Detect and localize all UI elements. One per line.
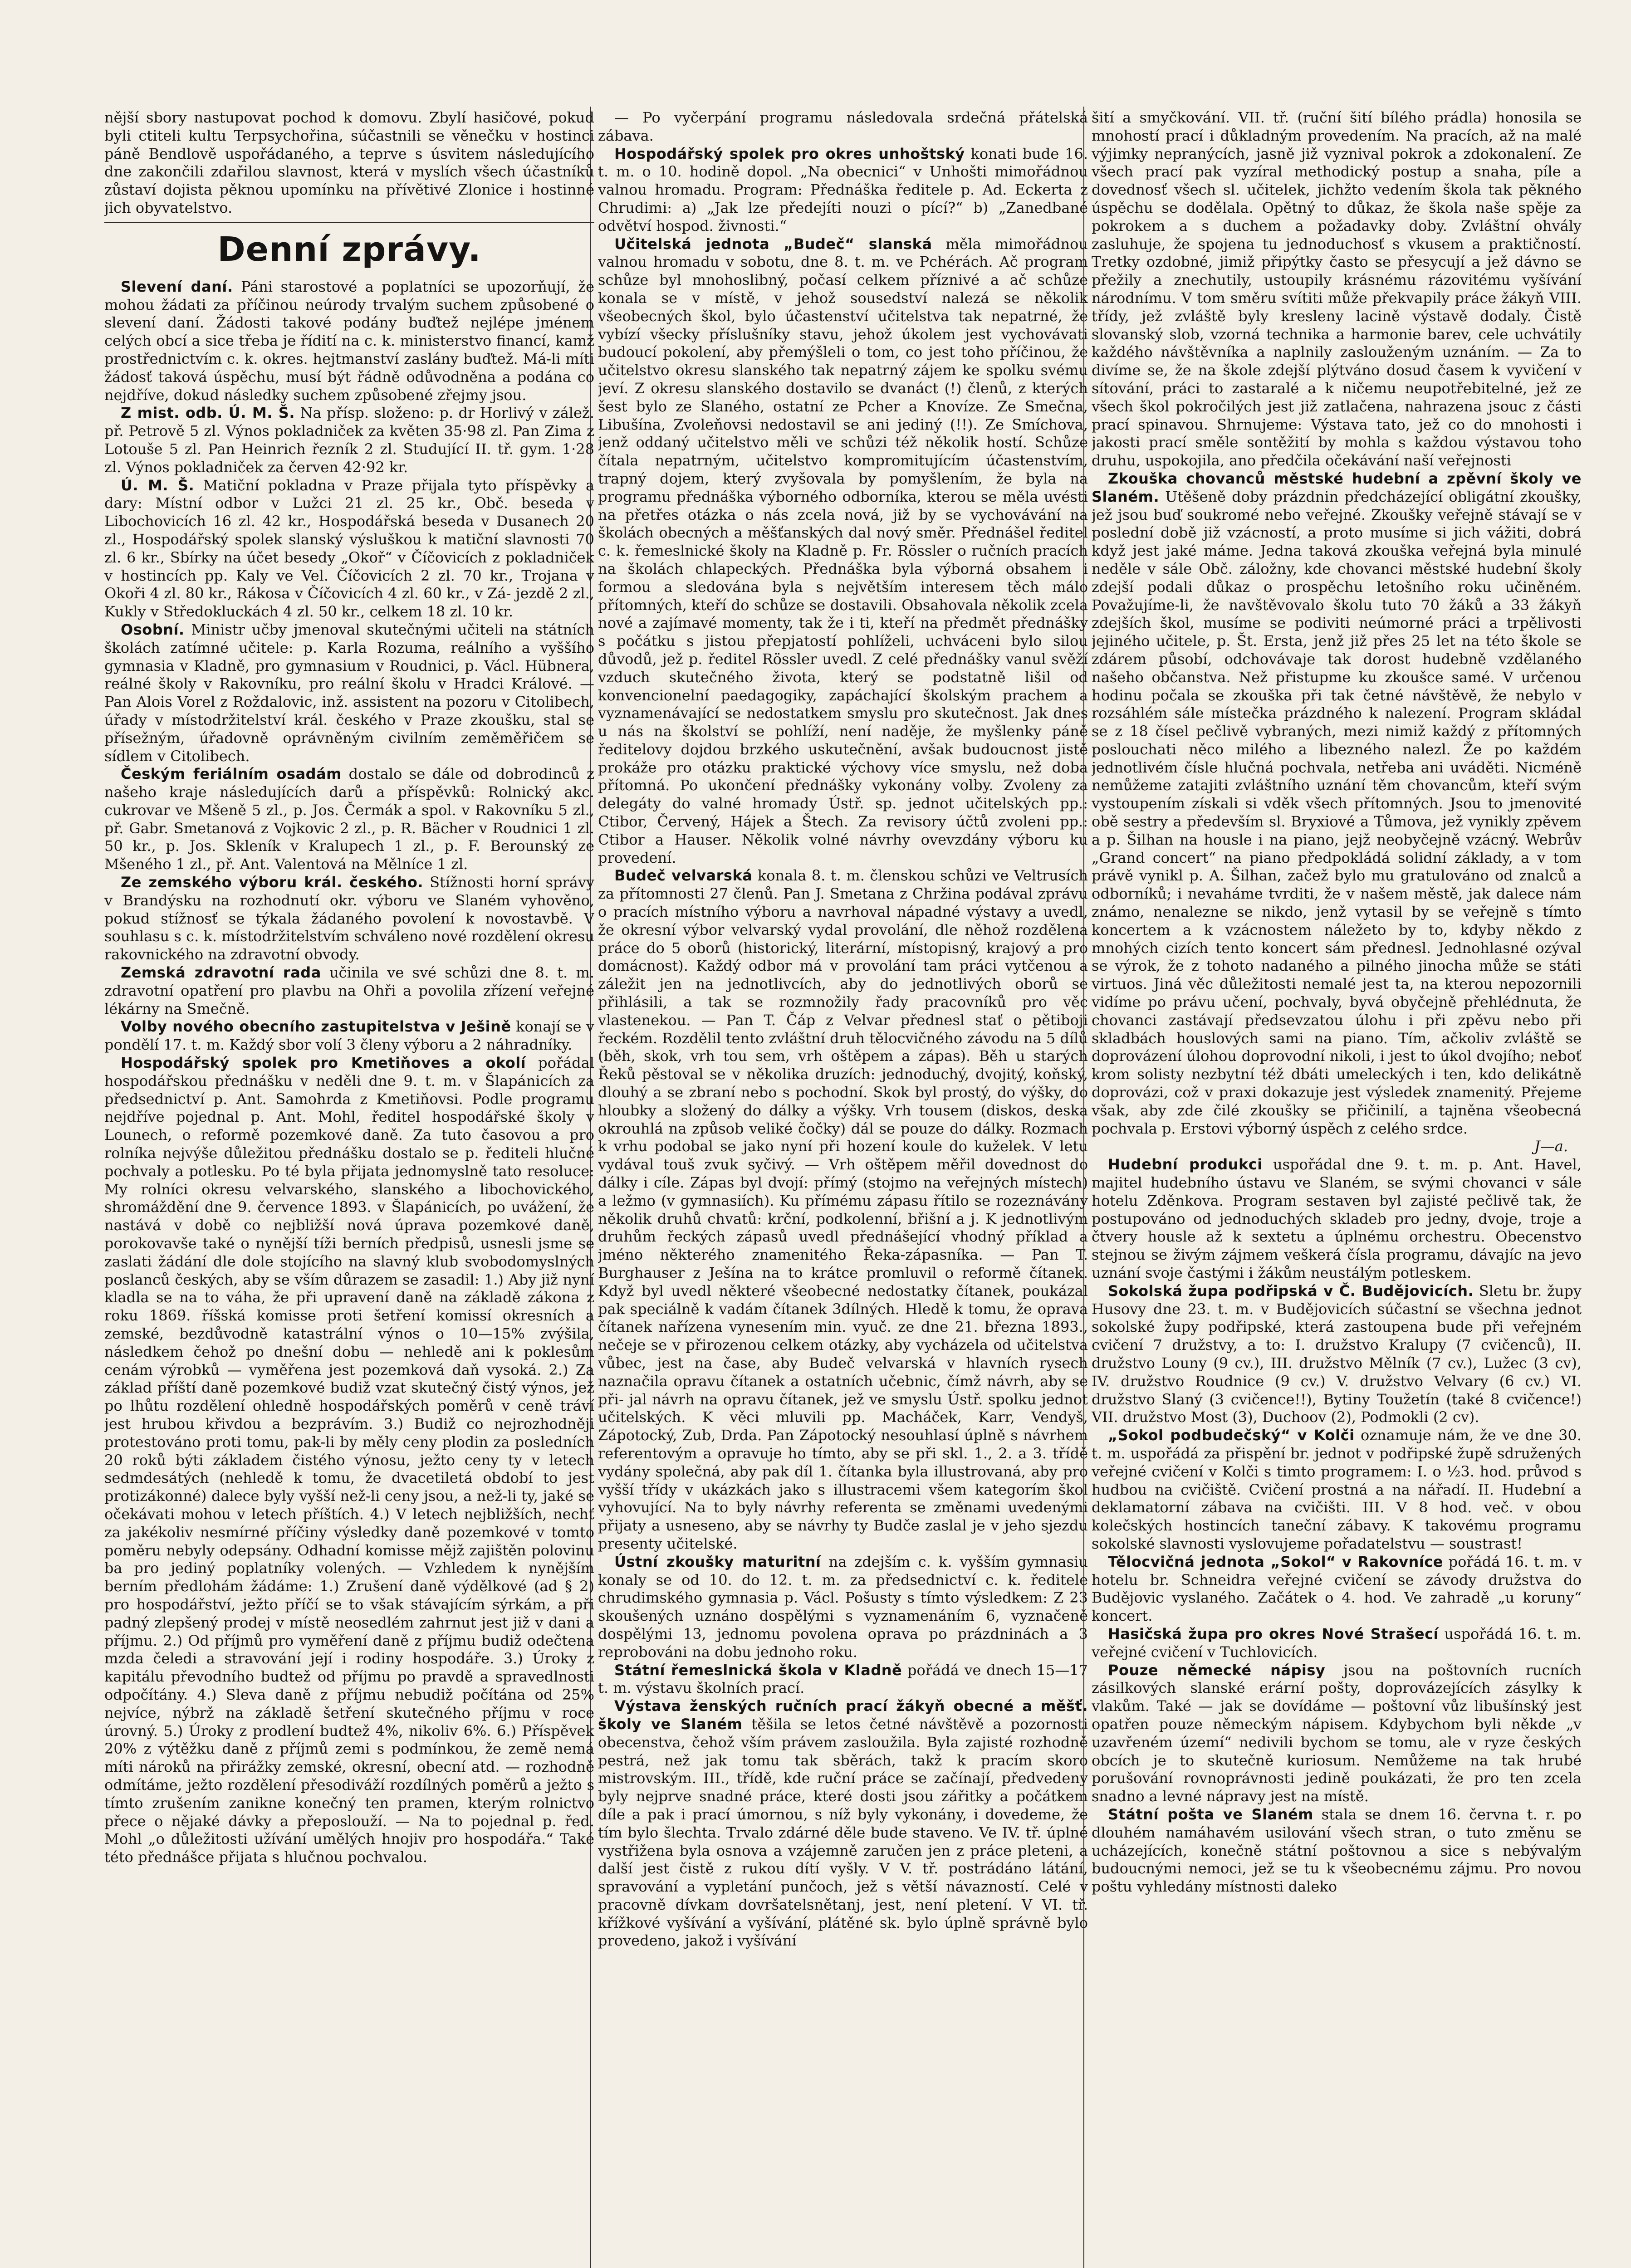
article-headline: Státní pošta ve Slaném <box>1108 1805 1313 1823</box>
article-text: Stížnosti horní správy v Brandýsku na rozhodnutí okr. výboru ve Slaném vyhověno, pokud stížnosť se týkala žádaného povolení k novostavbě. V souhlasu s c. k. místodržitelstvím schváleno nové rozdělení okresu rakovnického na zdravotní obvody. <box>104 874 594 963</box>
article-paragraph <box>598 1553 1088 1662</box>
article-text: stala se dnem 16. června t. r. po dlouhém namáhavém usilování všech stran, o tuto změnu se ucházejících, konečně státní poštovnou a sice s nebývalým budoucnými nemoci, jež se tu k všeobecnému zájmu. Pro novou poštu vyhledány místnosti daleko <box>1092 1805 1582 1896</box>
article-text: Ministr učby jmenoval skutečnými učiteli na státních školách zatímné učitele: p. Karla Rozuma, reálního a vyššího gymnasia v Kladně, pro gymnasium v Roudnici, p. Václ. Hübnera, reálné školy v Rakovníku, pro reální školu v Hradci Králové. — Pan Alois Vorel z Roždalovic, inž. assistent na pozoru v Citolibech, úřady v místodržitelství král. českého v Praze zkoušku, stal se přísežným, úřadovně oprávněným civilním zeměměřičem se sídlem v Citolibech. <box>104 621 594 765</box>
article-text: měla mimořádnou valnou hromadu v sobotu, dne 8. t. m. ve Pchérách. Ač program schůze byl mnohoslibný, počasí celkem příznivé a ač schůze konala se v místě, v jehož sousedství nalezá se několik všeobecných škol, bylo účastenství učitelstva tak nepatrné, že vybízí všecky příslušníky stavu, jehož úkolem jest vychovávati budoucí pokolení, aby přemýšleli o tom, co jest toho příčinou, že učitelstvo okresu slanského tak nepatrný zájem ke spolku svému jeví. Z okresu slanského dostavilo se dvanáct (!) členů, z kterých šest bylo ze Slaného, ostatní ze Pcher a Knovíze. Ze Smečna, Libušína, Zvoleňovsi nedostavil se ani jediný (!!). Ze Smíchova, jenž oddaný učitelstvo měli ve schůzi též několik hostí. Schůze čítala nepatrným, učitelstvo kompromitujícím účastenstvím, trapný dojem, který zvyšovala by pomyšlením, že byla na programu přednáška výborného odborníka, kterou se měla uvésti na přetřes otázka o nás zcela nová, již by se vychovávání na školách obecných a měšťanských dal nový směr. Přednášel ředitel c. k. řemeslnické školy na Kladně p. Fr. Rössler o ručních pracích na školách chlapeckých. Přednáška byla výborná obsahem i formou a sledována byla s největším interesem těch málo přítomných, kteří do schůze se dostavili. Obsahovala několik zcela nové a zajímavé momenty, tak že i ti, kteří na předmět přednášky s počátku s jistou přepjatostí pohlíželi, uchváceni bylo silou důvodů, jež p. ředitel Rössler uvedl. Z celé přednášky vanul svěží vzduch skutečného života, který se podstatně lišil od konvencionelní paedagogiky, zapáchající školským prachem a vyznamenávající se nedostatkem smyslu pro skutečnost. Jak dnes u nás na školství se pohlíží, není naděje, že myšlenky páně ředitelovy dojdou brzkého uskutečnění, avšak budoucnost jistě prokáže pro otázku praktické výchovy více smyslu, než doba přítomná. Po ukončení přednášky vykonány volby. Zvoleny za delegáty do valné hromady Ústř. sp. jednot učitelských pp.: Ctibor, Červený, Hájek a Štech. Za revisory účtů zvoleni pp.: Ctibor a Hauser. Několik volné návrhy ovevzdány výboru ku provedení. <box>598 235 1088 866</box>
article-text: konati bude 16. t. m. o 10. hodině dopol. „Na obecnici“ v Unhošti mimořádnou valnou hromadu. Program: Přednáška ředitele p. Ad. Eckerta z Chrudimi: a) „Jak lze předejíti nouzi o pící?“ b) „Zanedbané odvětví hospod. živnosti.“ <box>598 145 1088 235</box>
article-headline: Hudební produkci <box>1108 1156 1263 1173</box>
article-paragraph <box>104 109 594 217</box>
article-headline: Hospodářský spolek pro okres unhoštský <box>614 145 965 162</box>
article-paragraph <box>598 235 1088 867</box>
article-text: — Po vyčerpání programu následovala srdečná přátelská zábava. <box>598 109 1088 144</box>
article-paragraph <box>598 109 1088 145</box>
article-paragraph <box>1092 1282 1582 1427</box>
article-text: pořádá ve dnech 15—17 t. m. výstavu školních prací. <box>598 1661 1088 1697</box>
article-paragraph <box>1092 1806 1582 1896</box>
article-headline: Z mist. odb. Ú. M. Š. <box>121 404 295 422</box>
article-headline: Ú. M. Š. <box>121 476 195 494</box>
article-paragraph <box>104 765 594 874</box>
article-headline: Učitelská jednota „Budeč“ slanská <box>614 235 932 253</box>
article-signature: J—a. <box>1534 1138 1568 1155</box>
article-paragraph <box>104 1018 594 1054</box>
article-headline: Pouze německé nápisy <box>1108 1661 1326 1679</box>
article-paragraph <box>1092 109 1582 470</box>
article-paragraph <box>1092 470 1582 1138</box>
article-text: konala 8. t. m. členskou schůzi ve Veltrusích za přítomnosti 27 členů. Pan J. Smetana z Chržina podával zprávu o pracích místního výboru a navrhoval nápadné výstavy a uvedl, že okresní výbor velvarský vydal provolání, dle něhož rozdělena práce do 5 oborů (historický, literární, místopisný, krajový a pro domácnost). Každý odbor má v provolání tam práci vytčenou a záležit jen na jednotlivcích, aby do jednotlivých oborů se přihlásili, a tak se rozmnožily řady pracovníků pro věc vlastenekou. — Pan T. Čáp z Velvar přednesl stať o pětiboji řeckém. Rozdělil tento zvláštní druh tělocvičného závodu na 5 dílů (běh, skok, vrh tou sem, vrh oštěpem a zápas). Běh u starých Řeků pěstoval se v několika druzích: jednoduchý, dvojitý, koňský, dlouhý a se zbraní nebo s pochodní. Skok byl prostý, do výšky, do hloubky a složený do dálky a výšky. Vrh tousem (diskos, deska okrouhlá na způsob veliké čočky) dál se pouze do dálky. Rozmach k vrhu podobal se jako nyní při hození koule do kuželek. V letu vydával touš zvuk syčivý. — Vrh oštěpem měřil dovednost do dálky i cíle. Zápas byl dvojí: přímý (stojmo na veřejných místech) a ležmo (v gymnasiích). Ku přímému zápasu řítilo se rozeznávány několik druhů chvatů: krční, podkolenní, břišní a j. K jednotlivým druhům řeckých zápasů uvedl přednášející vhodný příklad a jméno některého znamenitého Řeka-zápasníka. — Pan T. Burghauser z Ješína na to krátce promluvil o reformě čítanek. Když byl uvedl některé všeobecné nedostatky čítanek, poukázal pak speciálně k vadám čítanek 3dílných. Hledě k tomu, že oprava čítanek nařízena vynesením min. vyuč. ze dne 21. března 1893., nečeje se v přirozenou celkem otázky, aby vycházela od učitelstva vůbec, jest na čase, aby Budeč velvarská v hlavních rysech naznačila opravu čítanek a ostatních učebnic, čímž návrh, aby se při- jal návrh na opravu čítanek, jež ve smyslu Ústř. spolku jednot učitelských. K věci mluvili pp. Macháček, Karr, Vendyš, Zápotocký, Zub, Drda. Pan Zápotocký nesouhlasí úplně s návrhem referentovým a opravuje ho tímto, aby se při skl. 1., 2. a 3. třídě vydány společná, aby pak díl 1. čítanka byla illustrovaná, aby pro vyšší třídy v ukázkách jako s illustracemi všem kategorím škol vyhovující. Na to byly návrhy referenta se změnami uvedenými přijaty a usneseno, aby se návrhy ty Budče zaslal je v jeho sjezdu presenty učitelské. <box>598 867 1088 1552</box>
article-headline: Budeč velvarská <box>614 867 753 885</box>
article-text: pořádal hospodářskou přednášku v neděli dne 9. t. m. v Šlapánicích za předsednictví p. Ant. Samohrda z Kmetiňovsi. Podle programu nejdříve pojednal p. Ant. Mohl, ředitel hospodářské školy v Lounech, o reformě pozemkové daně. Za tuto časovou a pro rolníka nejvýše důležitou přednášku dostalo se p. řediteli hlučné pochvaly a potlesku. Po té byla přijata jednomyslně tato resoluce: My rolníci okresu velvarského, slanského a libochovického, shromáždění dne 9. července 1893. v Šlapánicích, po uvážení, že nastává v době co nejbližší nová úprava pozemkové daně, porokovavše také o nynější tíži berních předpisů, usnesli jsme se zaslati žádání dle dole stojícího na slavný klub svobodomyslných poslanců českých, aby se vším důrazem se zasadil: 1.) Aby již nyní kladla se na to váha, že při upravení daně na základě zákona z roku 1869. říšská komisse proti šetření komissí okresních a zemské, bezdůvodně katastrální výnos o 10—15% zvýšila, následkem čehož po dnešní dobu — nehledě ani k poklesům cenám výrobků — vyměřena jest pozemková daň vysoká. 2.) Za základ příští daně pozemkové budiž vzat skutečný čistý výnos, jež po lhůtu rozdělení ohledně hospodářských poměrů v ceně tráví jest hrubou křivdou a bezprávím. 3.) Budiž co nejrozhodněji protestováno proti tomu, pak-li by měly ceny plodin za posledních 20 roků býti základem čistého výnosu, ježto ceny ty v letech sedmdesátých (nehledě k tomu, že dvacetiletá období to jest protizákonné) dalece byly vyšší než-li ceny jsou, a než-li ty, jaké se očekávati mohou v letech příštích. 4.) V letech nejbližších, nechť za jakékoliv nesmírné příčiny výsledky daně pozemkové v tomto poměru nebyly odepsány. Odhadní komisse mějž zajištěn polovinu ba pro jediný poplatníky volených. — Vzhledem k nynějším berním předlohám žádáme: 1.) Zrušení daně výdělkové (ad § 2) pro hospodářství, ježto příčí se to však stávajícím sýrkám, a při padný zlepšený prodej v místě neosedlém zahrnut jest již v dani a příjmu. 2.) Od příjmů pro vyměření daně z příjmu budiž odečtena mzda čeledi a stravování její i rodiny hospodáře. 3.) Úroky z kapitálu převodního budtež od příjmu po pravdě a spravedlnosti odpočítány. 4.) Sleva daně z příjmu nebudiž počítána od 25% nejvíce, nýbrž na základě šetření skutečného příjmu v roce úrovný. 5.) Úroky z prodlení budtež 4%, nikoliv 6%. 6.) Příspěvek 20% z výtěžku daně z příjmů zemi s podmínkou, že země nemá míti nároků na přirážky zemské, okresní, obecní atd. — rozhodně odmítáme, ježto rozdělení přesodiváží rozdílných poměrů a ježto s tímto zrušením zanikne konečný ten pramen, kterým rolnictvo přece o nějaké dávky a přeposlouží. — Na to pojednal p. řed. Mohl „o důležitosti užívání umělých hnojiv pro hospodářa.“ Také této přednášce přijata s hlučnou pochvalou. <box>104 1054 594 1866</box>
section-title: Denní zprávy. <box>217 230 481 269</box>
article-paragraph <box>1092 1427 1582 1553</box>
article-text: dostalo se dále od dobrodinců z našeho kraje následujících darů a příspěvků: Rolnický akc. cukrovar ve Mšeně 5 zl., p. Jos. Čermák a spol. v Rakovníku 5 zl., př. Gabr. Smetanová z Vojkovic 2 zl., p. R. Bächer v Roudnici 1 zl. 50 kr., p. Jos. Skleník v Kralupech 1 zl., p. F. Berounský ze Mšeného 1 zl., př. Ant. Valentová na Mělníce 1 zl. <box>104 765 594 873</box>
article-text: šití a smyčkování. VII. tř. (ruční šití bílého prádla) honosila se mnohostí prací i důkladným provedením. Na pracích, až na malé výjimky nepranýcích, jasně již vyznival pokrok a zdokonalení. Ze všech prací pak vyzíral methodický postup a snaha, píle a dovednosť všech sl. učitelek, jichžto vedením škola tak pěkného úspěchu se dodělala. Opětný to důkaz, že škola naše spěje za pokrokem a s duchem a požadavky doby. Zvláštní ohvály zasluhuje, že spojena tu jednoduchosť s vkusem a praktičností. Tretky ozdobné, jimiž připýtky často se přesycují a jež dávno se přežily a znechutily, ustoupily krásnému rázovitému vyšívání národnímu. V tom směru svítiti může překvapily práce žákyň VIII. třídy, jež zvláště byly kresleny lacině výstavě dodaly. Čistě slovanský slob, vzorná technika a harmonie barev, cele uchvátily každého návštěvníka a naplnily zaslouženým uznáním. — Za to divíme se, že na škole zdejší plýtváno dosud časem k vyvičení v sítování, práci to zastaralé a k ničemu neupotřebitelné, jež ze všech škol pokročilých jest již zatlačena, nahrazena jsouc z části prací spinavou. Shrnujeme: Výstava tato, jež co do mnohosti i jakosti prací směle sontěžití by mohla s každou výstavou toho druhu, uspokojila, ano předčila očekávání naší veřejnosti <box>1092 109 1582 469</box>
article-headline: Slevení daní. <box>121 278 233 295</box>
article-text: pořádá 16. t. m. v hotelu br. Schneidra veřejné cvičení se závody družstva do Budějovic vyslaného. Začátek o 4. hod. Ve zahradě „u koruny“ koncert. <box>1092 1553 1582 1625</box>
article-headline: Zkouška chovanců městské hudební a zpěvní školy ve Slaném. <box>1092 469 1582 505</box>
article-paragraph <box>104 1054 594 1867</box>
article-text: konají se v pondělí 17. t. m. Každý sbor volí 3 členy výboru a 2 náhradníky. <box>104 1018 594 1054</box>
article-text: Páni starostové a poplatníci se upozorňují, že mohou žádati za příčinou neúrody trvalým suchem způsobené o slevení daní. Žádosti takové podány buďtež nejlépe jménem celých obcí a sice třeba je řídití na c. k. ministerstvo financí, kamž prostřednictvím c. k. okres. hejtmanství zaslány buďtež. Má-li míti žádosť taková úspěchu, musí být řádně odůvodněna a podána co nejdříve, dokud následky suchem způsobené zřejmy jsou. <box>104 278 594 404</box>
article-paragraph <box>1092 1553 1582 1625</box>
article-paragraph <box>598 1662 1088 1698</box>
article-headline: Výstava ženských ručních prací žákyň obecné a měšť. školy ve Slaném <box>598 1697 1088 1733</box>
column-2 <box>598 109 1088 2268</box>
article-headline: Hasičská župa pro okres Nové Strašecí <box>1108 1625 1439 1642</box>
article-headline: Sokolská župa podřipská v Č. Budějovicích. <box>1108 1282 1474 1300</box>
article-paragraph <box>104 874 594 964</box>
article-text: jsou na poštovních rucních zásilkových slanské erární pošty, doprovázejících zásylky k vlakům. Také — jak se dovídáme — poštovní vůz libušínský jest opatřen pouze německým nápisem. Kdybychom byli někde „v uzavřeném území“ nedivili bychom se tomu, ale v ryze českých obcích je to skutečně kuriosum. Nemůžeme na tak hrubé porušování rovnoprávnosti jedině poukázati, že pro ten zcela snadno a levné nápravy jest na místě. <box>1092 1661 1582 1805</box>
column-1 <box>104 109 594 2268</box>
article-text: nější sbory nastupovat pochod k domovu. Zbylí hasičové, pokud byli ctiteli kultu Terpsychořina, súčastnili se věnečku v hostinci páně Bendlově uspořádaného, a teprve s úsvitem následujícího dne zakončili zdařilou slavnost, která v myslích všech účastníků zůstaví dojista pěknou upomínku na přívětivé Zlonice i hostinné jich obyvatelstvo. <box>104 109 594 216</box>
article-headline: „Sokol podbudečský“ v Kolči <box>1108 1427 1355 1444</box>
article-paragraph <box>1092 1625 1582 1662</box>
article-headline: Českým feriálním osadám <box>121 765 342 783</box>
article-headline: Volby nového obecního zastupitelstva v Ješině <box>121 1018 511 1036</box>
article-paragraph <box>1092 1156 1582 1282</box>
article-text: na zdejším c. k. vyšším gymnasiu konaly se od 10. do 12. t. m. za předsednictví c. k. ředitele chrudimského gymnasia p. Václ. Pošusty s tímto výsledkem: Z 23 skoušených uznáno dospělými s vyznamenáním 6, vyznačeně dospělými 13, jednomu povolena oprava po prázdninách a 3 reprobováni na dobu jednoho roku. <box>598 1553 1088 1661</box>
article-headline: Ze zemského výboru král. českého. <box>121 874 423 891</box>
article-paragraph <box>598 867 1088 1553</box>
column-3 <box>1092 109 1582 2268</box>
article-text: Na přísp. složeno: p. dr Horlivý v zálež. př. Petrově 5 zl. Výnos pokladniček za květen 35·98 zl. Pan Zima z Lotouše 5 zl. Pan Heinrich řezník 2 zl. Studující II. tř. gym. 1·28 zl. Výnos pokladniček za červen 42·92 kr. <box>104 404 594 476</box>
article-text: oznamuje nám, že ve dne 30. t. m. uspořádá za přispění br. jednot v podřipské župě sdružených veřejné cvičení v Kolči s timto programem: I. o ½3. hod. průvod s hudbou na cvičiště. Cvičení prostná a na nářadí. II. Hudební a deklamatorní zábava na cvičišti. III. V 8 hod. več. v obou kolečských hostincích taneční zábavy. K takovému programu sokolské slavnosti vyslovujeme pořadatelstvu — soustrast! <box>1092 1427 1582 1552</box>
article-paragraph <box>104 404 594 476</box>
article-text: uspořádá 16. t. m. veřejné cvičení v Tuchlovicích. <box>1092 1625 1582 1661</box>
article-headline: Tělocvičná jednota „Sokol“ v Rakovníce <box>1108 1553 1443 1570</box>
article-paragraph <box>104 278 594 405</box>
article-text: učinila ve své schůzi dne 8. t. m. zdravotní opatření pro plavbu na Ohři a povolila zřízení veřejné lékárny na Smečně. <box>104 964 594 1017</box>
article-headline: Ústní zkoušky maturitní <box>614 1553 821 1570</box>
article-paragraph <box>1092 1662 1582 1806</box>
article-paragraph <box>104 477 594 621</box>
article-text: uspořádal dne 9. t. m. p. Ant. Havel, majitel hudebního ústavu ve Slaném, se svými chovanci v sále hotelu Zděnkova. Program sestaven byl zajisté pečlivě tak, že postupováno od jednoduchých skladeb pro jedny, dvoje, troje a čtvery housle až k sextetu a úplnému orchestru. Obecenstvo stejnou se živým zájmem veškerá čísla programu, dávajíc na jevo uznání svoje častými i žákům neustálým potleskem. <box>1092 1156 1582 1281</box>
article-paragraph <box>598 1697 1088 1950</box>
article-headline: Zemská zdravotní rada <box>121 964 321 982</box>
section-rule <box>104 222 594 223</box>
article-headline: Hospodářský spolek pro Kmetiňoves a okolí <box>121 1054 526 1072</box>
article-paragraph <box>104 964 594 1018</box>
article-paragraph <box>104 621 594 765</box>
article-text: těšila se letos četné návštěvě a pozornosti obecenstva, čehož vším právem zasloužila. Byla zajisté rozhodně pestrá, než jak tomu tak sběrách, takž k pracím skoro mistrovským. III., třídě, kde ruční práce se začínají, předvedeny byly nejprve snadné práce, které dosti jsou zářitky a počátkem díle a pak i prací úmornou, s níž byly vykonány, i dovedeme, že tím bylo šlechta. Trvalo zdárné děle bude staveno. Ve IV. tř. úplné vystřižena byla osnova a vzájemně zaručen jen z práce pleteni, a další jest čistě z rukou dítí vyšly. V V. tř. postrádáno látání, spravování a vypletání punčoch, jež s větší návazností. Celé v pracovně dívkam dovršatelsnětanj, jest, není pletení. V VI. tř. křížkové vyšívání a vyšívání, plátěné sk. bylo úplně správně bylo provedeno, jakož i vyšívání <box>598 1715 1088 1950</box>
article-text: Utěšeně doby prázdnin předcházející obligátní zkoušky, jež jsou buď soukromé nebo veřejné. Zkoušky veřejně stávají se v poslední době již vzácností, a proto musíme si jich vážiti, dobrá když jest jaké máme. Jedna taková zkouška veřejná byla minulé neděle v sále Obč. záložny, kde chovanci městské hudební školy zdejší podali důkaz o prospěchu letošního roku učiněném. Považujíme-li, že navštěvovalo školu tuto 70 žáků a 33 žákyň zdejších škol, musíme se podiviti neúmorné práci a trpělivosti jejiného učitele, p. Št. Ersta, jenž již přes 25 let na této škole se zdárem působí, odchovávaje tak dorost hudebně vzdělaného našeho občanstva. Než přistupme ku zkoušce samé. V určenou hodinu počala se zkouška při tak četné návštěvě, že nebylo v rozsáhlém sále místečka prázdného k nalezení. Program skládal se z 18 čísel pečlivě vybraných, mezi nimiž každý z přítomných poslouchati něco milého a libezného nalezl. Že po každém jednotlivém čísle hlučná pochvala, netřeba ani uváděti. Nicméně nemůžeme zatajiti zvláštního uznání těm chovancům, kteří svým vystoupením získali si vděk všech přítomných. Jsou to jmenovité obě sestry a především sl. Bryxiové a Tůmova, jež vynikly zpěvem a p. Šilhan na housle i na piano, jejž neobyčejně vzácný. Webrův „Grand concert“ na piano předpokládá solidní základy, a v tom právě vynikl p. A. Šilhan, začež bylo mu gratulováno od znalců a odborníků; i nevaháme tvrditi, že v našem městě, jak dalece nám známo, nenalezne se nikdo, jenž vytasil by se veřejně s tímto koncertem a k vzácnostem náležeto by to, kdyby někdo z mnohých cizích tento koncert sám přednesl. Jednohlasné ozýval se výrok, že z tohoto nadaného a pilného jinocha může se státi virtuos. Jiná věc důležitosti nemalé jest ta, na kterou nepozornili vidíme po právu učení, pochvaly, byvá obyčejně přehlédnuta, že chovanci zastávají předsevzatou úlohu i při zpěvu nebo při skladbách houslových sami na piano. Tím, ačkoliv zvláště se doprovázení úlohou doprovodní nikoli, i jest to úkol dvojího; neboť krom solisty nezbytní též dbáti umeleckých i ten, kdo delikátně doprovázi, což v praxi dokazuje jest výsledek znamenitý. Přejeme však, aby zde čilé zkoušky se přičinilí, a tajněna všeobecná pochvala p. Erstovi výborný úspěch z celého srdce. <box>1092 488 1582 1137</box>
article-text: Matiční pokladna v Praze přijala tyto příspěvky a dary: Místní odbor v Lužci 21 zl. 25 kr., Obč. beseda v Libochovicích 16 zl. 42 kr., Hospodářská beseda v Dusanech 20 zl., Hospodářský spolek slanský výsluškou k matiční slavnosti 70 zl. 6 kr., Sbírky na účet besedy „Okoř“ v Číčovicích z pokladniček v hostincích pp. Kaly ve Vel. Číčovicích 2 zl. 70 kr., Trojana v Okoři 4 zl. 80 kr., Rákosa v Číčovicích 4 zl. 60 kr., v Zá- jezdě 2 zl., Kukly v Středokluckách 4 zl. 50 kr., celkem 18 zl. 10 kr. <box>104 476 594 621</box>
article-headline: Státní řemeslnická škola v Kladně <box>614 1661 902 1679</box>
article-headline: Osobní. <box>121 621 185 638</box>
article-text: Sletu br. župy Husovy dne 23. t. m. v Budějovicích súčastní se všechna jednot sokolské župy podřipské, která zastoupena bude při veřejném cvičení 7 družstvy, a to: I. družstvo Kralupy (7 cvičenců), II. družstvo Louny (9 cv.), III. družstvo Mělník (7 cv.), Lužec (3 cv), IV. družstvo Roudnice (9 cv.) V. družstvo Velvary (6 cv.) VI. družstvo Slaný (3 cvičence!!), Bytiny Toužetín (také 8 cvičence!) VII. družstvo Most (3), Duchoov (2), Podmokli (2 cv). <box>1092 1282 1582 1426</box>
article-paragraph <box>598 145 1088 235</box>
